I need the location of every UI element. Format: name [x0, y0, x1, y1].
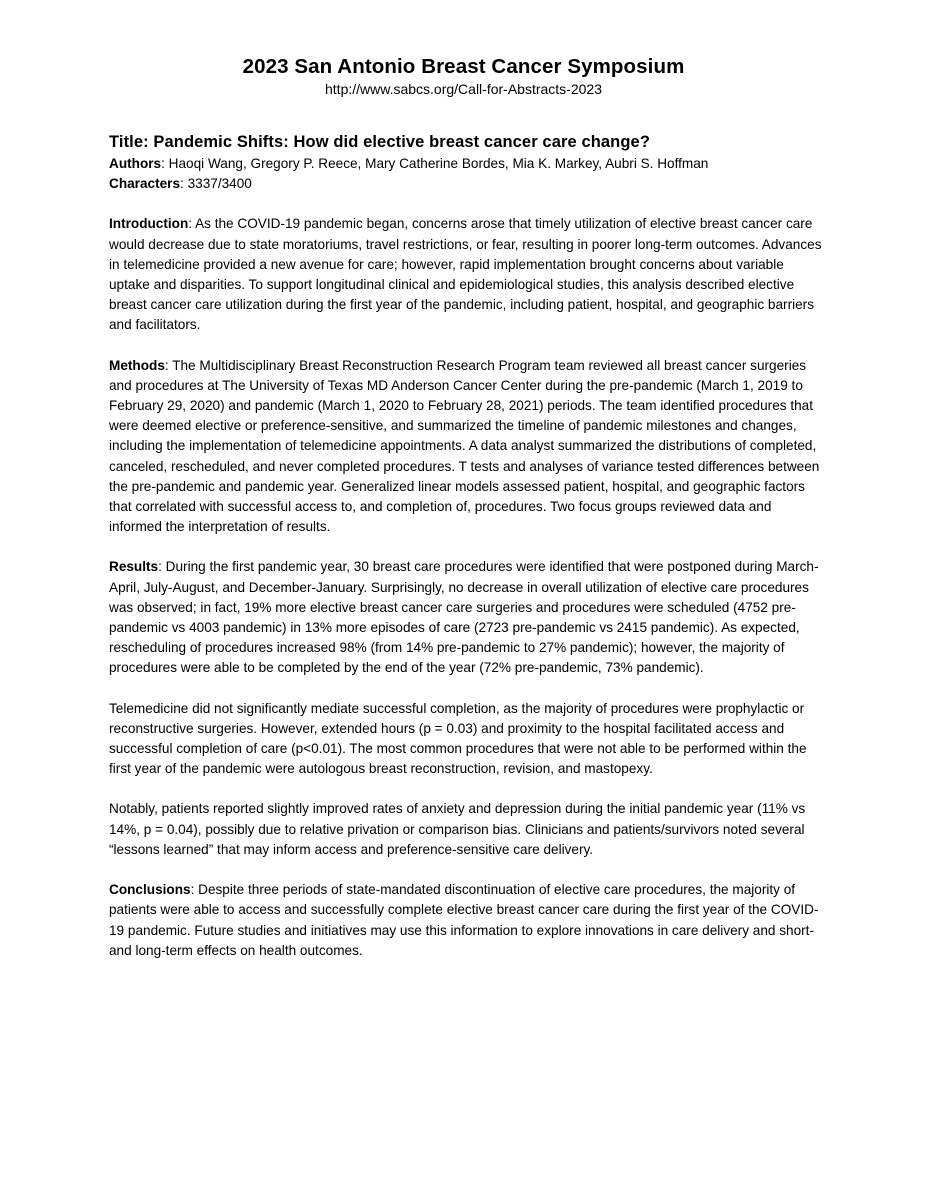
- conference-header: [0, 54, 927, 98]
- spacer: [109, 537, 825, 557]
- spacer: [109, 194, 825, 214]
- abstract-body: [109, 130, 825, 961]
- notably-paragraph: Notably, patients reported slightly improved rates of anxiety and depression during the initial pandemic year (11% vs 14%, p = 0.04), possibly due to relative privation or comparison bias. Clinicians and patients/survivors noted several “lessons learned” that may inform access and preference-sensitive care delivery.: [109, 801, 806, 857]
- abstract-title: Title: Pandemic Shifts: How did elective breast cancer care change?: [109, 133, 650, 151]
- spacer: [109, 860, 825, 880]
- conference-url: http://www.sabcs.org/Call-for-Abstracts-2023: [325, 81, 602, 97]
- authors-value: : Haoqi Wang, Gregory P. Reece, Mary Catherine Bordes, Mia K. Markey, Aubri S. Hoffman: [161, 156, 709, 171]
- introduction-section: [109, 214, 825, 335]
- results-label: Results: [109, 559, 159, 575]
- telemedicine-paragraph: Telemedicine did not significantly mediate successful completion, as the majority of procedures were prophylactic or reconstructive surgeries. However, extended hours (p = 0.03) and proximity to the hospital facilitated access and successful completion of care (p<0.01). The most common procedures that were not able to be performed within the first year of the pandemic were autologous breast reconstruction, revision, and mastopexy.: [109, 700, 807, 777]
- conclusions-label: Conclusions: [109, 882, 191, 898]
- authors-line: [109, 154, 825, 174]
- characters-label: Characters: [109, 176, 181, 192]
- authors-label: Authors: [109, 156, 162, 171]
- methods-section: [109, 356, 825, 538]
- introduction-text: : As the COVID-19 pandemic began, concerns arose that timely utilization of elective breast cancer care would decrease due to state moratoriums, travel restrictions, or fear, resulting in poorer long-term outcomes. Advances in telemedicine provided a new avenue for care; however, rapid implementation brought concerns about variable uptake and disparities. To support longitudinal clinical and epidemiological studies, this analysis described elective breast cancer care utilization during the first year of the pandemic, including patient, hospital, and geographic barriers and facilitators.: [109, 216, 822, 333]
- introduction-label: Introduction: [109, 216, 189, 232]
- characters-value: : 3337/3400: [180, 176, 252, 192]
- spacer: [109, 679, 825, 699]
- results-text: : During the first pandemic year, 30 breast care procedures were identified that were postponed during March-April, July-August, and December-January. Surprisingly, no decrease in overall utilization of elective care procedures was observed; in fact, 19% more elective breast cancer care surgeries and procedures were scheduled (4752 pre-pandemic vs 4003 pandemic) in 13% more episodes of care (2723 pre-pandemic vs 2415 pandemic). As expected, rescheduling of procedures increased 98% (from 14% pre-pandemic to 27% pandemic); however, the majority of procedures were able to be completed by the end of the year (72% pre-pandemic, 73% pandemic).: [109, 559, 819, 676]
- methods-text: : The Multidisciplinary Breast Reconstruction Research Program team reviewed all breast cancer surgeries and procedures at The University of Texas MD Anderson Cancer Center during the pre-pandemic (March 1, 2019 to February 29, 2020) and pandemic (March 1, 2020 to February 28, 2021) periods. The team identified procedures that were deemed elective or preference-sensitive, and summarized the timeline of pandemic milestones and changes, including the implementation of telemedicine appointments. A data analyst summarized the distributions of completed, canceled, rescheduled, and never completed procedures. T tests and analyses of variance tested differences between the pre-pandemic and pandemic year. Generalized linear models assessed patient, hospital, and geographic factors that correlated with successful access to, and completion of, procedures. Two focus groups reviewed data and informed the interpretation of results.: [109, 357, 820, 535]
- methods-label: Methods: [109, 357, 165, 373]
- conference-title: 2023 San Antonio Breast Cancer Symposium: [242, 55, 685, 78]
- conclusions-section: [109, 880, 825, 961]
- results-section: [109, 557, 825, 678]
- spacer: [109, 336, 825, 356]
- conclusions-text: : Despite three periods of state-mandated discontinuation of elective care procedures, the majority of patients were able to access and successfully complete elective breast cancer care during the first year of the COVID-19 pandemic. Future studies and initiatives may use this information to explore innovations in care delivery and short- and long-term effects on health outcomes.: [109, 882, 819, 958]
- spacer: [109, 779, 825, 799]
- characters-line: [109, 174, 825, 194]
